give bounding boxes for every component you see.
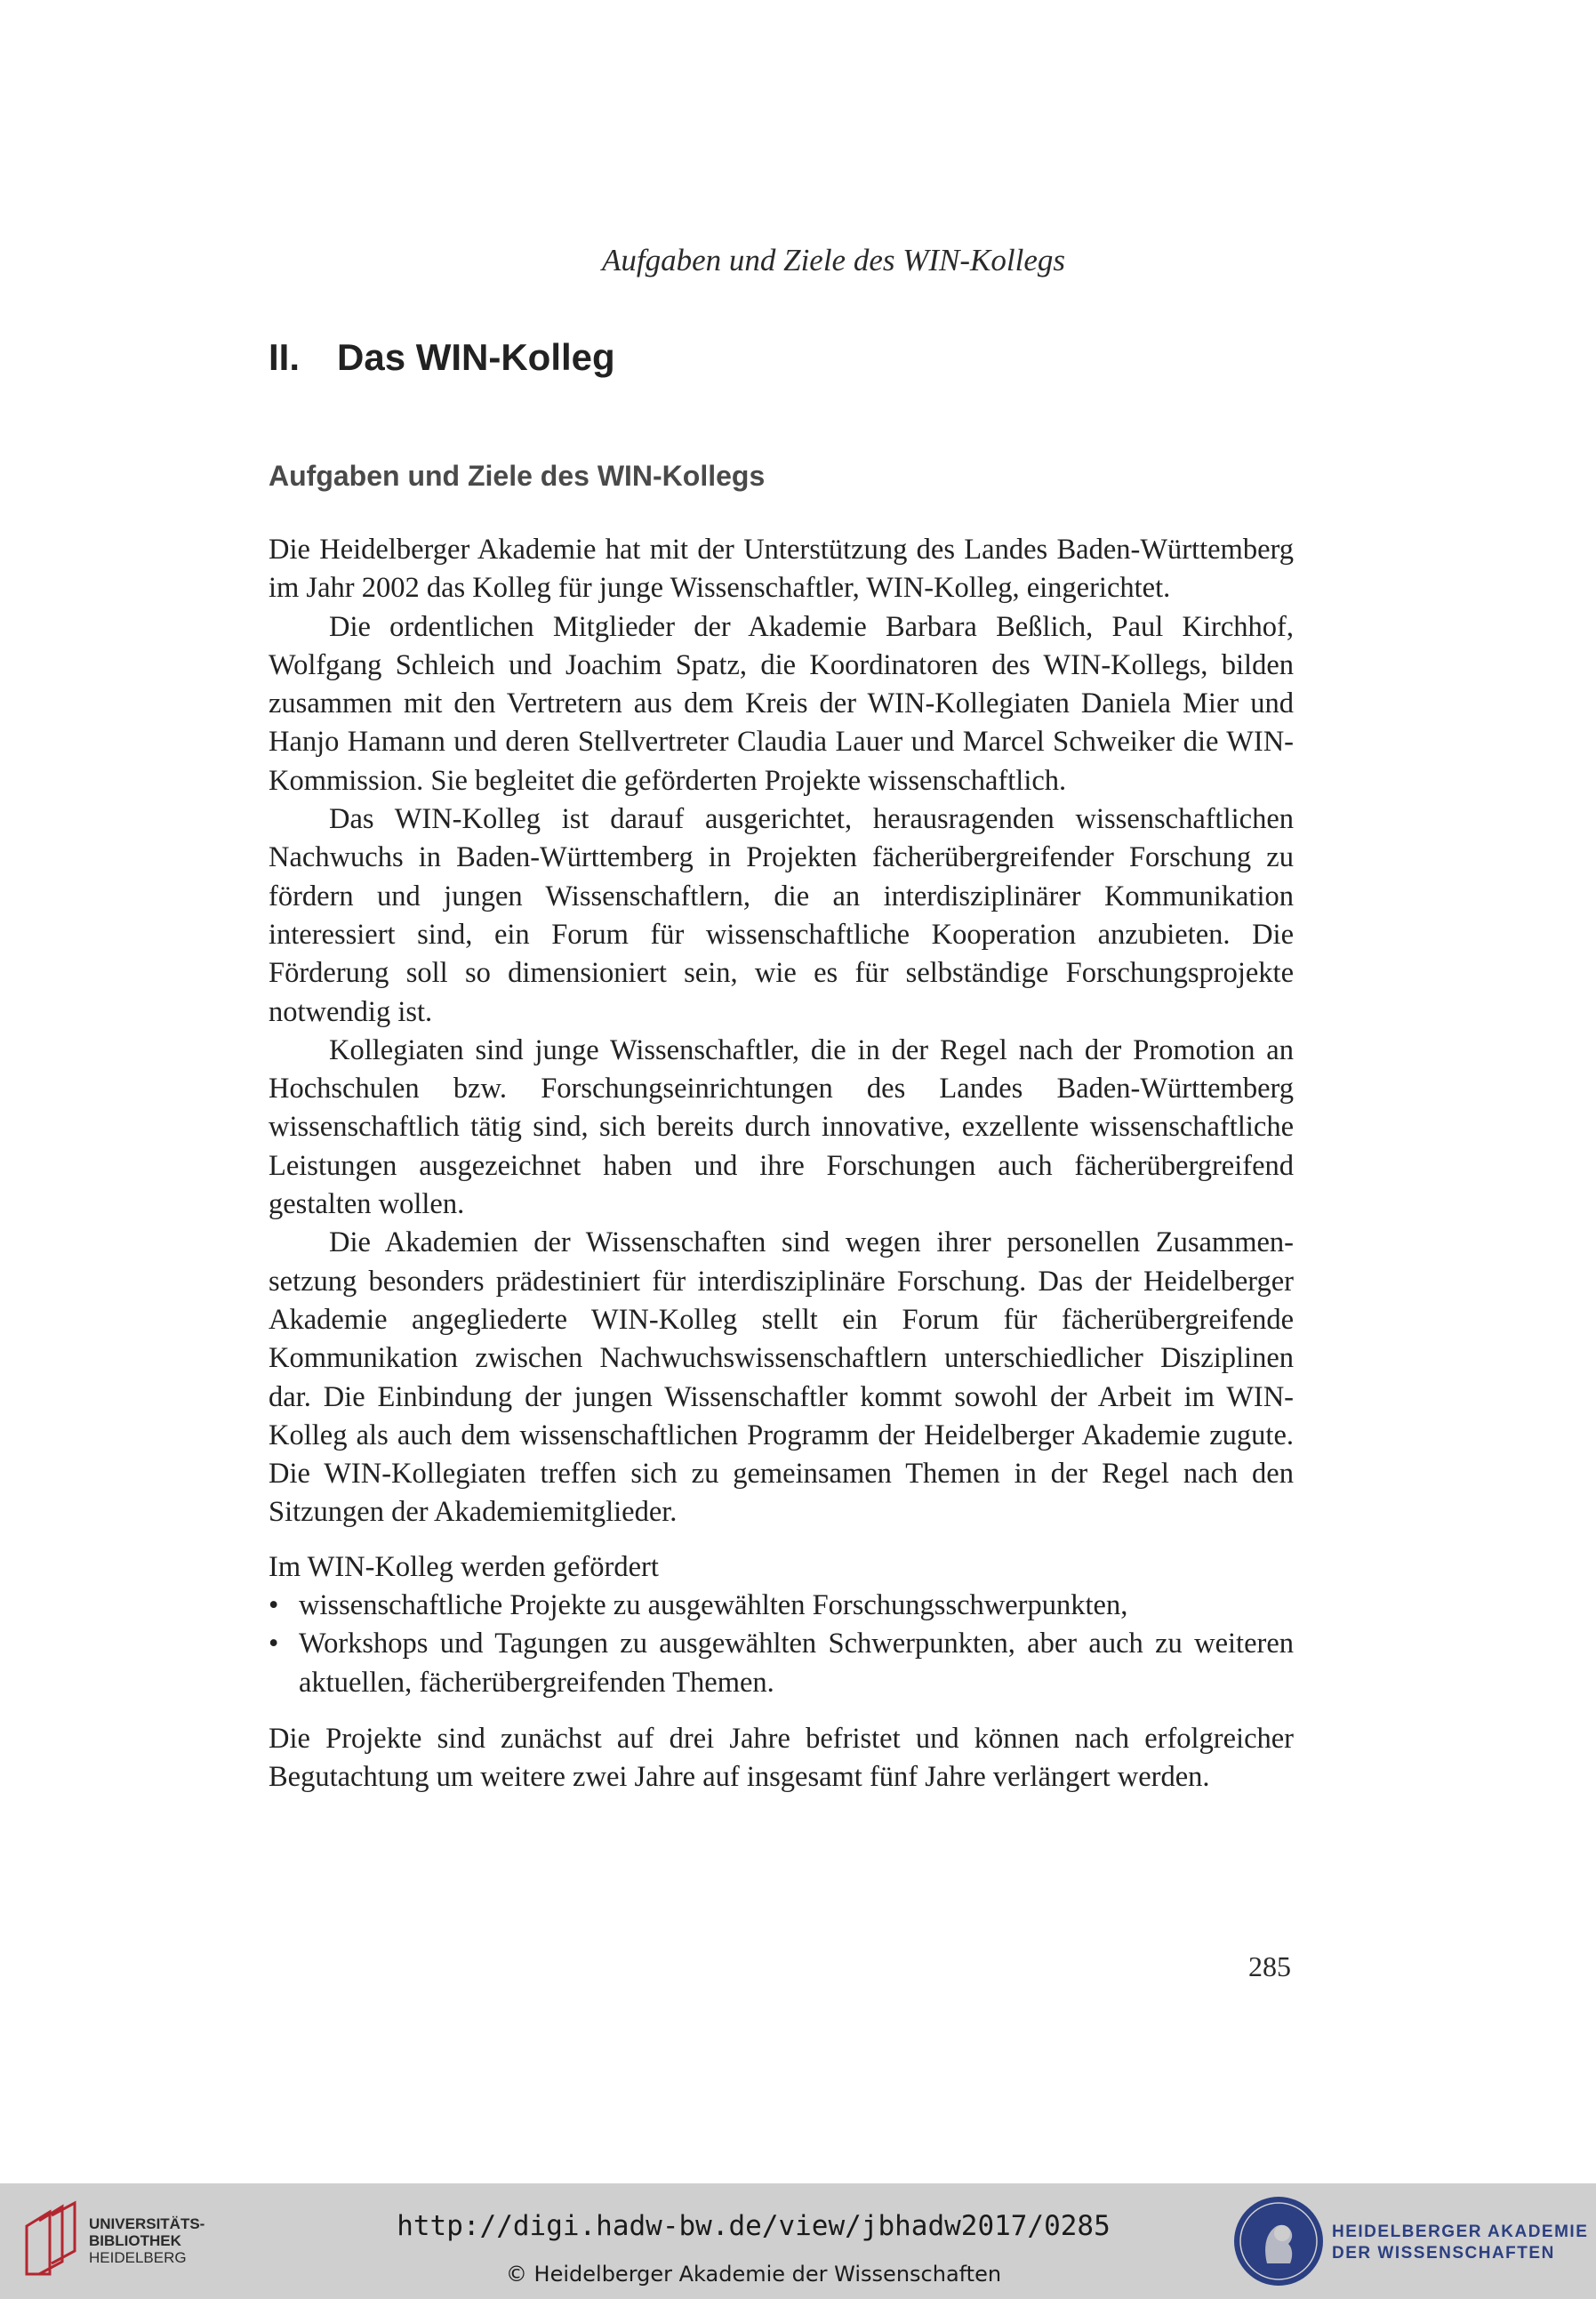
footer-bar	[0, 2183, 1596, 2299]
paragraph: Die Projekte sind zunächst auf drei Jahre befristet und können nach erfolgreicher Begutachtung um weitere zwei Jahre auf insgesamt fünf Jahre verlängert werden.	[269, 1722, 1294, 1794]
academy-line: HEIDELBERGER AKADEMIE	[1332, 2223, 1589, 2241]
bullet-icon: •	[269, 1628, 279, 1660]
list-intro: Im WIN-Kolleg werden gefördert	[269, 1550, 659, 1583]
academy-name	[1332, 2222, 1588, 2264]
source-url-link[interactable]: http://digi.hadw-bw.de/view/jbhadw2017/0285	[397, 2210, 1111, 2242]
paragraph: Die Akademien der Wissenschaften sind wegen ihrer personellen Zusammensetzung besonders prädestiniert für interdisziplinäre Forschung. Das der Heidelberger Akademie angegliederte WIN-Kolleg stellt ein Forum für fächerübergreifende Kommunikation zwischen Nachwuchswissenschaftlern unterschiedlicher Disziplinen dar. Die Einbindung der jungen Wissenschaftler kommt sowohl der Arbeit im WIN-Kolleg als auch dem wissenschaftlichen Programm der Heidelberger Akademie zugute. Die WIN-Kollegiaten treffen sich zu gemeinsamen Themen in der Regel nach den Sitzungen der Akademiemitglieder.	[269, 1226, 1294, 1529]
library-line: UNIVERSITÄTS-	[89, 2215, 205, 2232]
chapter-title: II. Das WIN-Kolleg	[269, 336, 615, 378]
running-head: Aufgaben und Ziele des WIN-Kollegs	[601, 243, 1066, 277]
paragraph: Kollegiaten sind junge Wissenschaftler, die in der Regel nach der Promotion an Hochschulen bzw. Forschungseinrichtungen des Landes Baden-Württemberg wissenschaftlich tätig sind, sich bereits durch innovative, exzellente wissenschaftliche Leistungen ausgezeichnet haben und ihre Forschungen auch fächerübergreifend gestalten wollen.	[269, 1033, 1294, 1221]
academy-line: DER WISSENSCHAFTEN	[1332, 2244, 1555, 2263]
page-number: 285	[1248, 1950, 1291, 1982]
library-line: HEIDELBERG	[89, 2249, 187, 2266]
copyright-notice: © Heidelberger Akademie der Wissenschaften	[505, 2262, 1002, 2287]
list-item-text: Workshops und Tagungen zu ausgewählten Schwerpunkten, aber auch zu weiteren aktuellen, fächerübergreifenden Themen.	[299, 1628, 1294, 1699]
academy-seal-icon	[1231, 2194, 1326, 2288]
list-item	[269, 1625, 1294, 1702]
section-title: Aufgaben und Ziele des WIN-Kollegs	[269, 460, 766, 492]
bullet-icon: •	[269, 1589, 279, 1622]
list-item	[269, 1587, 1294, 1625]
list-item-text: wissenschaftliche Projekte zu ausgewählten Forschungsschwerpunkten,	[299, 1589, 1128, 1622]
paragraph: Die Heidelberger Akademie hat mit der Unterstützung des Landes Baden-Württemberg im Jahr 2002 das Kolleg für junge Wissenschaftler, WIN-Kolleg, eingerichtet.	[269, 534, 1294, 605]
library-line: BIBLIOTHEK	[89, 2232, 181, 2249]
body-text	[269, 531, 1294, 1797]
paragraph: Das WIN-Kolleg ist darauf ausgerichtet, herausragenden wissenschaftlichen Nachwuchs in Baden-Württemberg in Projekten fächerübergreifender Forschung zu fördern und jungen Wissenschaftlern, die an interdisziplinärer Kommunikation interessiert sind, ein Forum für wissenschaftliche Kooperation anzubieten. Die Förderung soll so dimensioniert sein, wie es für selbständige Forschungsprojekte notwendig ist.	[269, 803, 1294, 1028]
bullet-list	[269, 1587, 1294, 1702]
paragraph: Die ordentlichen Mitglieder der Akademie Barbara Beßlich, Paul Kirchhof, Wolfgang Schleich und Joachim Spatz, die Koordinatoren des WIN-Kollegs, bilden zusammen mit den Vertretern aus dem Kreis der WIN-Kollegiaten Daniela Mier und Hanjo Hamann und deren Stellvertreter Claudia Lauer und Marcel Schweiker die WIN-Kommission. Sie begleitet die geförderten Projekte wissenschaftlich.	[269, 610, 1294, 797]
